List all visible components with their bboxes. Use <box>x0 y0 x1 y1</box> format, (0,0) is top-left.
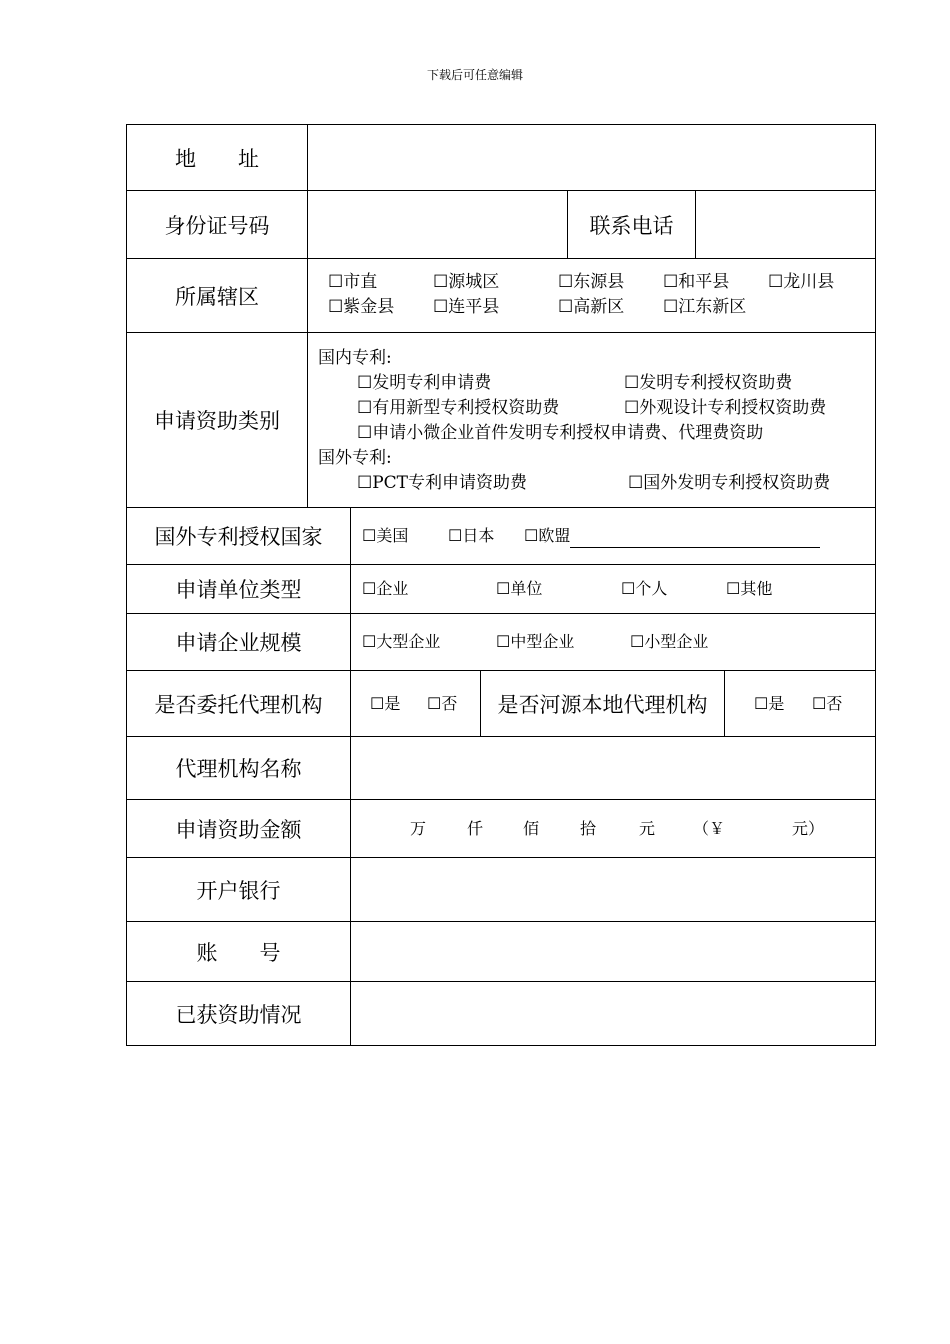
unit-type-option[interactable]: ☐个人 <box>621 579 668 598</box>
obtained-field[interactable] <box>351 982 875 1046</box>
district-option[interactable]: ☐和平县 <box>663 272 730 292</box>
agency-yes-option[interactable]: ☐是 <box>370 694 401 713</box>
account-label: 账 号 <box>127 922 351 981</box>
agency-label: 是否委托代理机构 <box>127 671 351 736</box>
foreign-country-row <box>127 508 875 565</box>
local-agency-no-option[interactable]: ☐否 <box>812 694 843 713</box>
district-option[interactable]: ☐龙川县 <box>768 272 835 292</box>
category-option[interactable]: ☐申请小微企业首件发明专利授权申请费、代理费资助 <box>357 423 764 443</box>
country-option-label: ☐欧盟 <box>524 526 571 545</box>
company-size-label: 申请企业规模 <box>127 614 351 670</box>
category-option[interactable]: ☐国外发明专利授权资助费 <box>628 473 831 493</box>
bank-field[interactable] <box>351 858 875 921</box>
local-agency-yes-option[interactable]: ☐是 <box>754 694 785 713</box>
domestic-title: 国内专利: <box>318 348 392 368</box>
category-row <box>127 333 875 508</box>
unit-type-option[interactable]: ☐其他 <box>726 579 773 598</box>
agency-name-row <box>127 737 875 800</box>
application-form <box>126 124 876 1046</box>
amount-row <box>127 800 875 858</box>
amount-label: 申请资助金额 <box>127 800 351 857</box>
bank-row <box>127 858 875 922</box>
district-option[interactable]: ☐高新区 <box>558 297 625 317</box>
amount-unit: 元 <box>639 819 656 838</box>
account-field[interactable] <box>351 922 875 981</box>
unit-type-label: 申请单位类型 <box>127 565 351 613</box>
category-option[interactable]: ☐有用新型专利授权资助费 <box>357 398 560 418</box>
category-option[interactable]: ☐发明专利授权资助费 <box>624 373 793 393</box>
unit-type-row <box>127 565 875 614</box>
district-option[interactable]: ☐紫金县 <box>328 297 395 317</box>
foreign-title: 国外专利: <box>318 448 392 468</box>
page-header: 下载后可任意编辑 <box>426 68 523 82</box>
amount-unit: 万 <box>410 819 427 838</box>
district-option[interactable]: ☐源城区 <box>433 272 500 292</box>
category-option[interactable]: ☐PCT专利申请资助费 <box>357 473 528 493</box>
agency-name-label: 代理机构名称 <box>127 737 351 799</box>
district-label: 所属辖区 <box>127 259 308 332</box>
country-option[interactable] <box>524 524 820 548</box>
company-size-row <box>127 614 875 671</box>
size-option[interactable]: ☐小型企业 <box>630 632 709 651</box>
size-option[interactable]: ☐大型企业 <box>362 632 441 651</box>
size-option[interactable]: ☐中型企业 <box>496 632 575 651</box>
obtained-row <box>127 982 875 1046</box>
country-option[interactable]: ☐美国 <box>362 526 409 545</box>
address-field[interactable] <box>308 125 875 190</box>
address-row <box>127 125 875 191</box>
district-option[interactable]: ☐连平县 <box>433 297 500 317</box>
unit-type-option[interactable]: ☐单位 <box>496 579 543 598</box>
local-agency-label: 是否河源本地代理机构 <box>480 671 725 736</box>
country-option[interactable]: ☐日本 <box>448 526 495 545</box>
amount-unit: （￥ <box>693 819 726 838</box>
amount-unit: 拾 <box>580 819 597 838</box>
category-label: 申请资助类别 <box>127 333 308 507</box>
phone-label: 联系电话 <box>567 191 696 258</box>
district-option[interactable]: ☐江东新区 <box>663 297 747 317</box>
id-row <box>127 191 875 259</box>
other-country-blank[interactable] <box>570 529 820 548</box>
foreign-country-label: 国外专利授权国家 <box>127 508 351 564</box>
category-option[interactable]: ☐发明专利申请费 <box>357 373 492 393</box>
category-option[interactable]: ☐外观设计专利授权资助费 <box>624 398 827 418</box>
agency-name-field[interactable] <box>351 737 875 799</box>
bank-label: 开户银行 <box>127 858 351 921</box>
amount-unit: 佰 <box>523 819 540 838</box>
district-row <box>127 259 875 333</box>
agency-row <box>127 671 875 737</box>
id-number-label: 身份证号码 <box>127 191 308 258</box>
amount-unit: 仟 <box>467 819 484 838</box>
phone-field[interactable] <box>696 191 875 258</box>
agency-no-option[interactable]: ☐否 <box>427 694 458 713</box>
district-option[interactable]: ☐东源县 <box>558 272 625 292</box>
unit-type-option[interactable]: ☐企业 <box>362 579 409 598</box>
obtained-label: 已获资助情况 <box>127 982 351 1046</box>
account-row <box>127 922 875 982</box>
address-label: 地 址 <box>127 125 308 190</box>
amount-unit: 元） <box>792 819 825 838</box>
district-option[interactable]: ☐市直 <box>328 272 378 292</box>
id-number-field[interactable] <box>308 191 567 258</box>
